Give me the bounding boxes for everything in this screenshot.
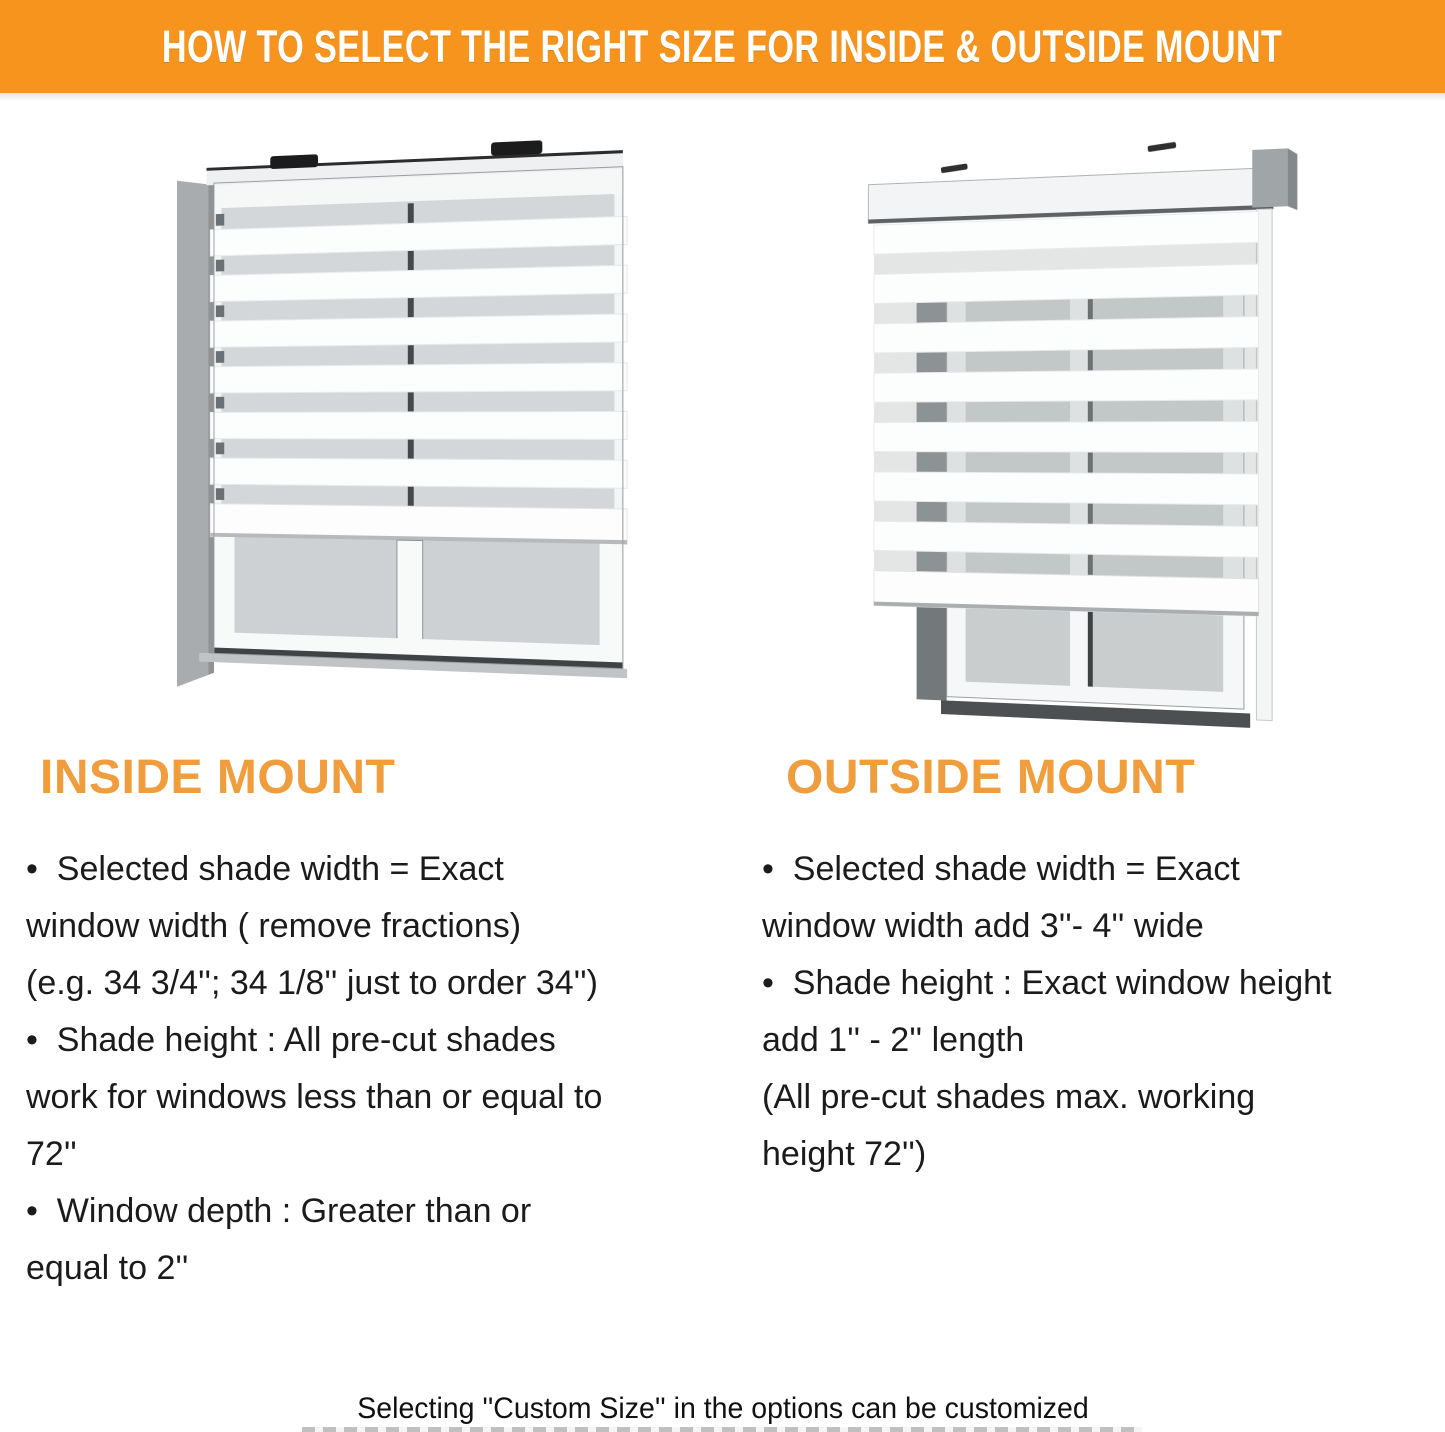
bullet-line: • Selected shade width = Exact bbox=[26, 850, 504, 888]
page-title: HOW TO SELECT THE RIGHT SIZE FOR INSIDE & OUTSIDE MOUNT bbox=[162, 20, 1283, 72]
bullet-line: • Shade height : All pre-cut shades bbox=[26, 1021, 556, 1059]
bullet-line: equal to 2'' bbox=[26, 1249, 189, 1287]
inside-mount-heading: INSIDE MOUNT bbox=[40, 751, 396, 804]
cut-off-text-strip bbox=[302, 1427, 1142, 1432]
outside-mount-heading: OUTSIDE MOUNT bbox=[786, 751, 1196, 804]
inside-mount-bullets bbox=[26, 841, 602, 1297]
outside-mount-illustration bbox=[863, 119, 1302, 762]
bullet-line: work for windows less than or equal to bbox=[26, 1078, 603, 1116]
mounting-bracket-icon bbox=[270, 154, 318, 169]
zebra-shade bbox=[874, 211, 1259, 616]
footer-note-text: Selecting ''Custom Size'' in the options can be customized bbox=[356, 1392, 1089, 1425]
window-lower-panes bbox=[199, 536, 627, 678]
bullet-line: • Window depth : Greater than or bbox=[26, 1192, 532, 1230]
wall-bracket-marks bbox=[941, 142, 1177, 174]
inside-mount-window-drawing bbox=[168, 135, 631, 717]
bullet-line: (e.g. 34 3/4''; 34 1/8'' just to order 34'') bbox=[26, 964, 598, 1002]
bullet-line: 72'' bbox=[26, 1135, 77, 1173]
window-mullion bbox=[397, 540, 423, 655]
inside-mount-illustration bbox=[168, 135, 631, 717]
header-banner-shadow bbox=[0, 93, 1445, 101]
footer-note bbox=[0, 1392, 1445, 1426]
window-left-jamb bbox=[177, 179, 214, 688]
bullet-line: • Selected shade width = Exact bbox=[762, 850, 1240, 888]
bullet-line: • Shade height : Exact window height bbox=[762, 964, 1332, 1002]
bullet-line: window width add 3''- 4'' wide bbox=[762, 907, 1204, 945]
headrail-end-cap bbox=[1252, 148, 1288, 207]
header-banner bbox=[0, 0, 1445, 93]
bullet-line: window width ( remove fractions) bbox=[26, 907, 522, 945]
bullet-line: (All pre-cut shades max. working bbox=[762, 1078, 1256, 1116]
outside-mount-window-drawing bbox=[863, 119, 1302, 762]
bullet-line: add 1'' - 2'' length bbox=[762, 1021, 1025, 1059]
outside-mount-bullets bbox=[762, 841, 1331, 1183]
mounting-bracket-icon bbox=[491, 140, 542, 156]
bullet-line: height 72'') bbox=[762, 1135, 927, 1173]
